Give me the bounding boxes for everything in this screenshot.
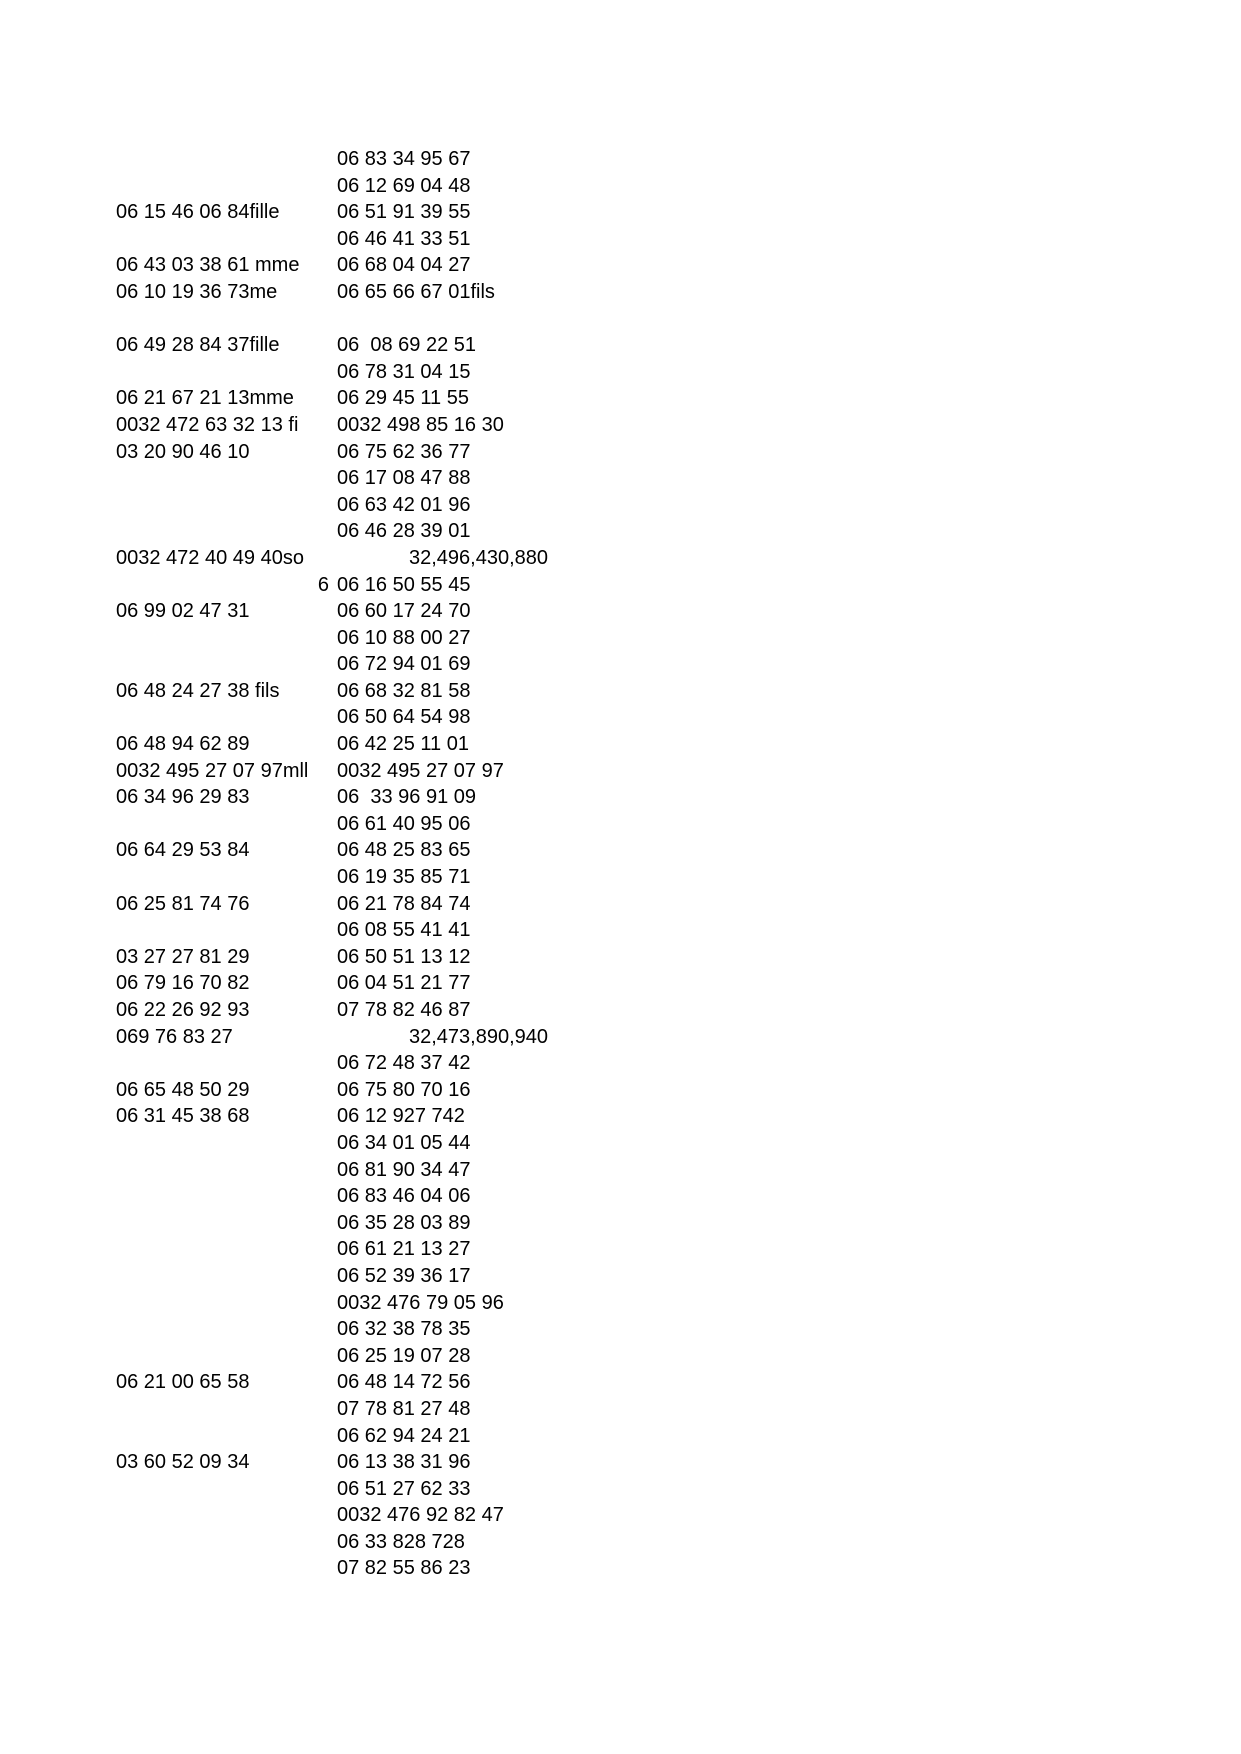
- table-row: [0, 332, 1241, 359]
- cell-column-b: 06 62 94 24 21: [337, 1424, 471, 1447]
- cell-column-b: 06 35 28 03 89: [337, 1211, 471, 1234]
- table-row: [0, 784, 1241, 811]
- cell-column-b: 06 72 48 37 42: [337, 1052, 471, 1075]
- table-row: [0, 199, 1241, 226]
- cell-column-b: 06 75 80 70 16: [337, 1078, 471, 1101]
- table-row: [0, 545, 1241, 572]
- cell-column-a: 06 43 03 38 61 mme: [116, 254, 300, 277]
- cell-column-b: 06 33 96 91 09: [337, 786, 477, 809]
- table-row: [0, 359, 1241, 386]
- table-row: [0, 891, 1241, 918]
- table-row: [0, 252, 1241, 279]
- table-row: [0, 1343, 1241, 1370]
- cell-column-b: 06 10 88 00 27: [337, 626, 471, 649]
- table-row: [0, 226, 1241, 253]
- cell-column-b: 07 78 82 46 87: [337, 999, 471, 1021]
- cell-column-b: 06 34 01 05 44: [337, 1131, 471, 1154]
- table-row: [0, 146, 1241, 173]
- cell-column-a: 069 76 83 27: [116, 1025, 233, 1048]
- table-row: [0, 1316, 1241, 1343]
- cell-column-a: 06 79 16 70 82: [116, 972, 250, 995]
- cell-column-b: 0032 495 27 07 97: [337, 759, 504, 782]
- table-row: [0, 1263, 1241, 1290]
- cell-column-b: 06 29 45 11 55: [337, 387, 469, 410]
- cell-column-a: 03 20 90 46 10: [116, 440, 250, 463]
- table-row: [0, 1050, 1241, 1077]
- table-row: [0, 518, 1241, 545]
- cell-column-b: 06 25 19 07 28: [337, 1344, 471, 1367]
- cell-column-a: 06 34 96 29 83: [116, 786, 250, 809]
- cell-column-a: 06 25 81 74 76: [116, 892, 250, 915]
- spreadsheet-page: [0, 146, 1241, 1582]
- cell-column-b: 06 08 55 41 41: [337, 919, 471, 942]
- cell-column-b: 06 12 69 04 48: [337, 174, 471, 197]
- table-row: [0, 997, 1241, 1024]
- table-row: [0, 385, 1241, 412]
- cell-column-b: 06 52 39 36 17: [337, 1264, 471, 1287]
- cell-column-b: 06 50 51 13 12: [337, 945, 471, 968]
- cell-column-b: 06 78 31 04 15: [337, 360, 471, 383]
- cell-column-a: 06 48 94 62 89: [116, 733, 250, 756]
- cell-column-a: 06 22 26 92 93: [116, 999, 250, 1021]
- table-row: [0, 864, 1241, 891]
- table-row: [0, 1290, 1241, 1317]
- cell-column-b: 06 32 38 78 35: [337, 1318, 471, 1341]
- cell-column-b: 06 60 17 24 70: [337, 600, 471, 623]
- cell-column-b: 06 48 25 83 65: [337, 839, 471, 862]
- table-row: [0, 492, 1241, 519]
- cell-column-b: 32,473,890,940: [408, 1025, 548, 1048]
- table-row: [0, 173, 1241, 200]
- cell-column-b: 06 75 62 36 77: [337, 440, 471, 463]
- table-row: [0, 1449, 1241, 1476]
- cell-column-b: 0032 498 85 16 30: [337, 413, 504, 436]
- table-row: [0, 598, 1241, 625]
- cell-column-b: 06 61 21 13 27: [337, 1238, 471, 1261]
- table-row: [0, 1210, 1241, 1237]
- table-row: [0, 465, 1241, 492]
- cell-column-a: 0032 472 40 49 40so: [116, 546, 304, 569]
- cell-column-b: 07 78 81 27 48: [337, 1397, 471, 1420]
- cell-column-b: 06 50 64 54 98: [337, 706, 471, 729]
- cell-column-a: 06 15 46 06 84fille: [116, 201, 280, 224]
- cell-column-b: 06 51 91 39 55: [337, 201, 471, 224]
- cell-column-b: 06 63 42 01 96: [337, 493, 471, 516]
- cell-column-b: 06 13 38 31 96: [337, 1451, 471, 1474]
- cell-column-a: 06 21 67 21 13mme: [116, 387, 294, 410]
- cell-column-b: 32,496,430,880: [408, 546, 548, 569]
- table-row: [0, 1130, 1241, 1157]
- table-row: [0, 944, 1241, 971]
- cell-column-b: 06 83 46 04 06: [337, 1185, 471, 1208]
- table-row: [0, 1502, 1241, 1529]
- cell-column-b: 06 12 927 742: [337, 1105, 465, 1128]
- table-row: [0, 1103, 1241, 1130]
- table-row: [0, 1423, 1241, 1450]
- table-row: [0, 1529, 1241, 1556]
- table-row: [0, 758, 1241, 785]
- table-row: [0, 1476, 1241, 1503]
- table-row: [0, 412, 1241, 439]
- table-row: [0, 572, 1241, 599]
- cell-column-b: 06 33 828 728: [337, 1530, 465, 1553]
- cell-column-a: 03 60 52 09 34: [116, 1451, 250, 1474]
- cell-column-b: 06 42 25 11 01: [337, 733, 469, 756]
- cell-column-a: 06 21 00 65 58: [116, 1371, 250, 1394]
- cell-column-a: 06 31 45 38 68: [116, 1105, 250, 1128]
- cell-column-b: 06 46 41 33 51: [337, 227, 471, 250]
- table-row: [0, 1024, 1241, 1051]
- cell-column-b: 06 19 35 85 71: [337, 866, 471, 889]
- table-row: [0, 731, 1241, 758]
- cell-column-b: 06 61 40 95 06: [337, 812, 471, 835]
- cell-column-b: 06 21 78 84 74: [337, 892, 471, 915]
- cell-column-b: 06 16 50 55 45: [337, 573, 471, 596]
- table-row: [0, 625, 1241, 652]
- table-row: [0, 1369, 1241, 1396]
- cell-column-b: 0032 476 92 82 47: [337, 1504, 504, 1527]
- cell-column-a: 06 10 19 36 73me: [116, 280, 278, 303]
- cell-column-b: 06 65 66 67 01fils: [337, 280, 495, 303]
- table-row: [0, 837, 1241, 864]
- table-row: [0, 651, 1241, 678]
- table-row: [0, 1077, 1241, 1104]
- table-row: [0, 1183, 1241, 1210]
- cell-column-b: 06 68 32 81 58: [337, 679, 471, 702]
- cell-column-a: 03 27 27 81 29: [116, 945, 250, 968]
- cell-column-b: 06 46 28 39 01: [337, 520, 471, 543]
- table-row: [0, 678, 1241, 705]
- cell-column-a: 06 99 02 47 31: [116, 600, 250, 623]
- table-row: [0, 970, 1241, 997]
- cell-column-b: 06 04 51 21 77: [337, 972, 471, 995]
- cell-column-b: 07 82 55 86 23: [337, 1557, 471, 1580]
- table-row: [0, 1555, 1241, 1582]
- cell-column-a: 06 48 24 27 38 fils: [116, 679, 280, 702]
- table-row: [0, 306, 1241, 333]
- cell-column-b: 06 83 34 95 67: [337, 148, 471, 170]
- cell-column-b: 06 48 14 72 56: [337, 1371, 471, 1394]
- table-row: [0, 704, 1241, 731]
- table-row: [0, 1157, 1241, 1184]
- cell-column-b: 06 72 94 01 69: [337, 653, 471, 676]
- table-row: [0, 811, 1241, 838]
- cell-column-a: 0032 495 27 07 97mll: [116, 759, 309, 782]
- cell-column-b: 06 81 90 34 47: [337, 1158, 471, 1181]
- table-row: [0, 917, 1241, 944]
- cell-column-a: 0032 472 63 32 13 fi: [116, 413, 299, 436]
- cell-column-b: 06 17 08 47 88: [337, 467, 471, 490]
- cell-column-a: 6: [317, 573, 329, 596]
- table-row: [0, 1236, 1241, 1263]
- table-row: [0, 1396, 1241, 1423]
- table-row: [0, 279, 1241, 306]
- cell-column-b: 06 51 27 62 33: [337, 1477, 471, 1500]
- cell-column-b: 06 68 04 04 27: [337, 254, 471, 277]
- cell-column-b: 06 08 69 22 51: [337, 334, 477, 357]
- table-row: [0, 439, 1241, 466]
- cell-column-a: 06 65 48 50 29: [116, 1078, 250, 1101]
- cell-column-b: 0032 476 79 05 96: [337, 1291, 504, 1314]
- cell-column-a: 06 64 29 53 84: [116, 839, 250, 862]
- cell-column-a: 06 49 28 84 37fille: [116, 334, 280, 357]
